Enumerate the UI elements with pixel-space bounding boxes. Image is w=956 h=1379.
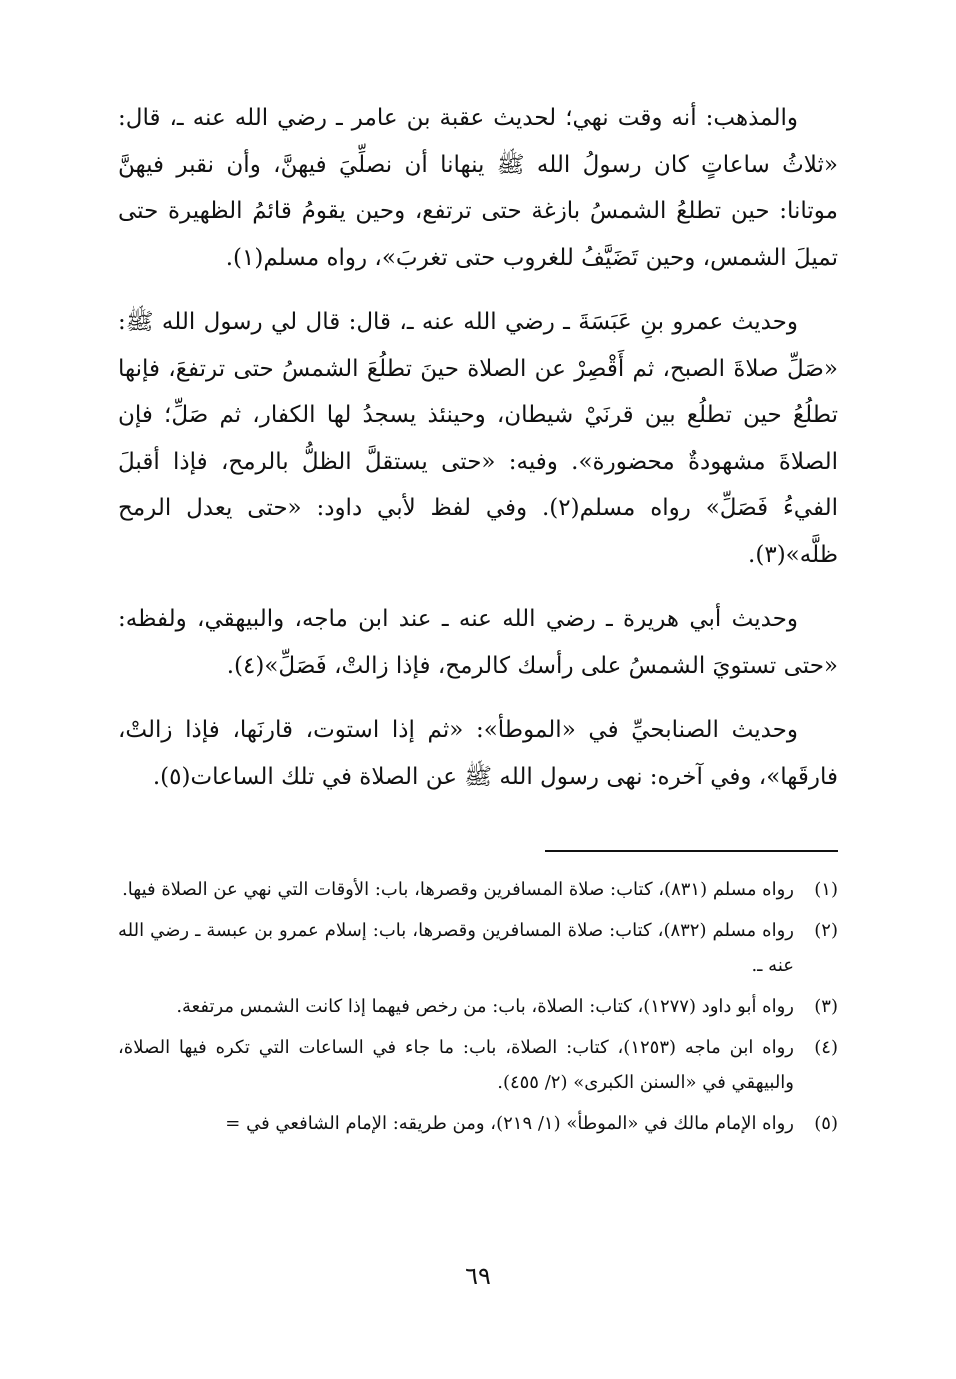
footnote [118,1106,838,1141]
paragraph: وحديث الصنابحيِّ في «الموطأ»: «ثم إذا استوت، قارنَها، فإذا زالتْ، فارقَها»، وفي آخره: نهى رسول الله ﷺ عن الصلاة في تلك الساعات(٥). [118,717,838,790]
footnote-text: رواه مسلم (٨٣٢)، كتاب: صلاة المسافرين وقصرها، باب: إسلام عمرو بن عبسة ـ رضي الله عنه ـ. [118,920,794,976]
footnote-number: (١) [814,879,838,900]
footnote [118,913,838,983]
footnote-text: رواه ابن ماجه (١٢٥٣)، كتاب: الصلاة، باب: ما جاء في الساعات التي تكره فيها الصلاة، والبيهقي في «السنن الكبرى» (٢/ ٤٥٥). [118,1037,794,1093]
main-text [118,95,838,800]
footnote-text: رواه مسلم (٨٣١)، كتاب: صلاة المسافرين وقصرها، باب: الأوقات التي نهي عن الصلاة فيها. [122,879,794,900]
footnotes [118,872,838,1147]
page-number: ٦٩ [465,1262,491,1290]
footnote-text: رواه الإمام مالك في «الموطأ» (١/ ٢١٩)، ومن طريقه: الإمام الشافعي في = [225,1113,794,1134]
footnote [118,1030,838,1100]
footnote-number: (٣) [814,996,838,1017]
paragraph: والمذهب: أنه وقت نهي؛ لحديث عقبة بن عامر ـ رضي الله عنه ـ، قال: «ثلاثُ ساعاتٍ كان رسولُ الله ﷺ ينهانا أن نصلِّيَ فيهنَّ، وأن نقبر فيهنَّ موتانا: حين تطلعُ الشمسُ بازغة حتى ترتفع، وحين يقومُ قائمُ الظهيرة حتى تميلَ الشمس، وحين تَضَيَّفُ للغروب حتى تغربَ»، رواه مسلم(١). [118,105,838,271]
footnote-separator [545,850,838,852]
footnote [118,872,838,907]
footnote-number: (٢) [814,920,838,941]
paragraph: وحديث أبي هريرة ـ رضي الله عنه ـ عند ابن ماجه، والبيهقي، ولفظه: «حتى تستويَ الشمسُ على رأسك كالرمح، فإذا زالتْ، فَصَلِّ»(٤). [118,606,838,679]
footnote [118,989,838,1024]
paragraph: وحديث عمرو بنِ عَبَسَةَ ـ رضي الله عنه ـ، قال: قال لي رسول الله ﷺ: «صَلِّ صلاةَ الصبح، ثم أَقْصِرْ عن الصلاة حينَ تطلُعَ الشمسُ حتى ترتفعَ، فإنها تطلُعُ حين تطلُع بين قرنَيْ شيطان، وحينئذ يسجدُ لها الكفار، ثم صَلِّ؛ فإن الصلاةَ مشهودةٌ محضورة». وفيه: «حتى يستقلَّ الظلُّ بالرمح، فإذا أقبلَ الفيءُ فَصَلِّ» رواه مسلم(٢). وفي لفظ لأبي داود: «حتى يعدل الرمح ظلَّه»(٣). [118,309,838,568]
footnote-number: (٤) [814,1037,838,1058]
footnote-number: (٥) [814,1113,838,1134]
footnote-text: رواه أبو داود (١٢٧٧)، كتاب: الصلاة، باب: من رخص فيهما إذا كانت الشمس مرتفعة. [176,996,794,1017]
